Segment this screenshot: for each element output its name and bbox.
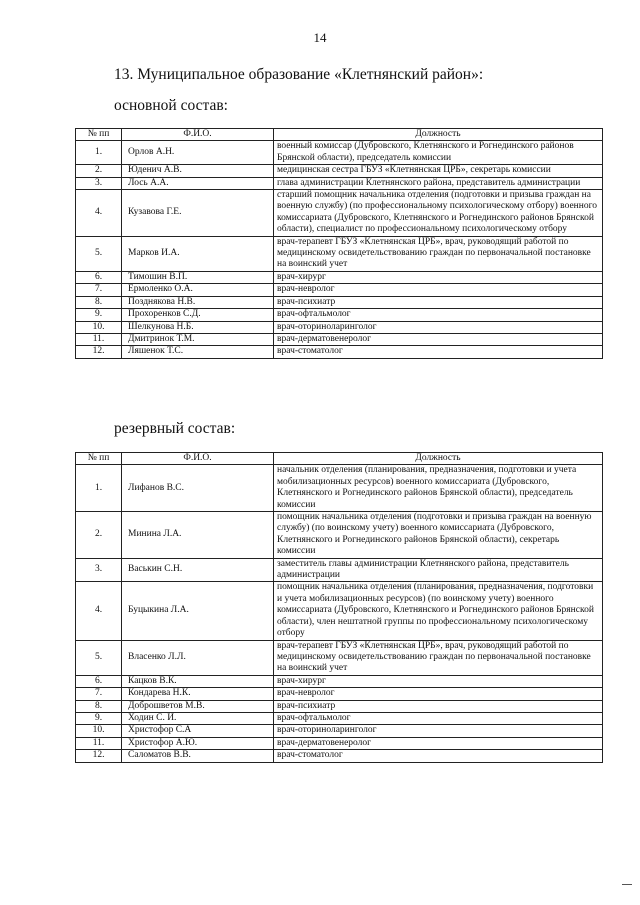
member-name: Кондарева Н.К. [122,688,274,700]
member-name: Лифанов В.С. [122,465,274,512]
table-row [76,737,603,749]
row-number: 12. [76,750,122,762]
table-row [76,284,603,296]
row-number: 2. [76,165,122,177]
column-header-name: Ф.И.О. [122,453,274,465]
table-row [76,640,603,675]
table-row [76,512,603,559]
member-name: Буцыкина Л.А. [122,582,274,640]
table-row [76,750,603,762]
member-name: Кузавова Г.Е. [122,190,274,237]
table-row [76,141,603,165]
reserve-table-body [76,465,603,762]
table-row [76,558,603,582]
member-name: Доброшветов М.В. [122,700,274,712]
table-header-row [76,453,603,465]
member-position: помощник начальника отделения (подготовки и призыва граждан на военную службу) (по воинскому учету) военного комиссариата (Дубровского, Клетнянского и Рогнединского районов Брянской области), секретарь комиссии [274,512,603,559]
member-position: врач-офтальмолог [274,712,603,724]
member-position: врач-психиатр [274,700,603,712]
member-position: старший помощник начальника отделения (подготовки и призыва граждан на военную службу) (по профессиональному психологическому отбору) военного комиссариата (Дубровского, Клетнянского и Рогнединского районов Брянской области), специалист по профессиональному психологическому отбору [274,190,603,237]
member-name: Марков И.А. [122,236,274,271]
main-composition-label: основной состав: [114,97,228,114]
row-number: 9. [76,309,122,321]
row-number: 4. [76,190,122,237]
row-number: 6. [76,675,122,687]
member-name: Власенко Л.Л. [122,640,274,675]
member-position: врач-дерматовенеролог [274,737,603,749]
table-row [76,309,603,321]
column-header-name: Ф.И.О. [122,129,274,141]
table-row [76,725,603,737]
row-number: 12. [76,346,122,358]
row-number: 4. [76,582,122,640]
member-position: заместитель главы администрации Клетнянского района, представитель администрации [274,558,603,582]
section-heading: 13. Муниципальное образование «Клетнянский район»: [114,66,484,83]
table-row [76,582,603,640]
member-position: врач-невролог [274,688,603,700]
member-position: начальник отделения (планирования, предназначения, подготовки и учета мобилизационных ресурсов) военного комиссариата (Дубровского, Клетнянского и Рогнединского районов Брянской области), председатель комиссии [274,465,603,512]
member-name: Христофор С.А [122,725,274,737]
member-name: Шелкунова Н.Б. [122,321,274,333]
member-position: врач-оториноларинголог [274,725,603,737]
column-header-position: Должность [274,129,603,141]
table-row [76,190,603,237]
row-number: 11. [76,333,122,345]
table-row [76,675,603,687]
member-name: Ермоленко О.А. [122,284,274,296]
table-row [76,296,603,308]
row-number: 10. [76,321,122,333]
column-header-position: Должность [274,453,603,465]
column-header-number: № пп [76,453,122,465]
member-name: Тимошин В.П. [122,271,274,283]
row-number: 2. [76,512,122,559]
member-name: Лось А.А. [122,177,274,189]
member-position: врач-психиатр [274,296,603,308]
member-name: Саломатов В.В. [122,750,274,762]
member-position: военный комиссар (Дубровского, Клетнянского и Рогнединского районов Брянской области), председатель комиссии [274,141,603,165]
member-position: врач-хирург [274,271,603,283]
main-table-body [76,141,603,358]
row-number: 3. [76,558,122,582]
table-row [76,346,603,358]
member-position: врач-хирург [274,675,603,687]
member-name: Ходин С. И. [122,712,274,724]
table-row [76,321,603,333]
member-name: Юденич А.В. [122,165,274,177]
table-row [76,465,603,512]
scan-mark [622,884,632,885]
column-header-number: № пп [76,129,122,141]
table-row [76,700,603,712]
member-name: Васькин С.Н. [122,558,274,582]
member-position: врач-стоматолог [274,346,603,358]
table-header-row [76,129,603,141]
member-position: врач-офтальмолог [274,309,603,321]
member-name: Минина Л.А. [122,512,274,559]
row-number: 10. [76,725,122,737]
reserve-composition-table [75,452,603,763]
member-position: врач-терапевт ГБУЗ «Клетнянская ЦРБ», врач, руководящий работой по медицинскому освидетельствованию граждан по первоначальной постановке на воинский учет [274,640,603,675]
table-row [76,165,603,177]
member-name: Орлов А.Н. [122,141,274,165]
table-row [76,712,603,724]
member-position: помощник начальника отделения (планирования, предназначения, подготовки и учета мобилизационных ресурсов) (по воинскому учету) военного комиссариата (Дубровского, Клетнянского и Рогнединского районов Брянской области), член нештатной группы по профессиональному психологическому отбору [274,582,603,640]
member-name: Позднякова Н.В. [122,296,274,308]
row-number: 3. [76,177,122,189]
member-position: врач-оториноларинголог [274,321,603,333]
member-position: врач-дерматовенеролог [274,333,603,345]
table-row [76,177,603,189]
member-position: врач-невролог [274,284,603,296]
row-number: 1. [76,465,122,512]
member-name: Дмитринок Т.М. [122,333,274,345]
member-name: Христофор А.Ю. [122,737,274,749]
member-name: Прохоренков С.Д. [122,309,274,321]
row-number: 7. [76,688,122,700]
row-number: 9. [76,712,122,724]
member-position: врач-стоматолог [274,750,603,762]
table-row [76,236,603,271]
row-number: 5. [76,236,122,271]
member-position: врач-терапевт ГБУЗ «Клетнянская ЦРБ», врач, руководящий работой по медицинскому освидетельствованию граждан по первоначальной постановке на воинский учет [274,236,603,271]
member-name: Кацков В.К. [122,675,274,687]
row-number: 11. [76,737,122,749]
row-number: 8. [76,296,122,308]
table-row [76,271,603,283]
row-number: 1. [76,141,122,165]
member-position: глава администрации Клетнянского района, представитель администрации [274,177,603,189]
row-number: 7. [76,284,122,296]
reserve-composition-label: резервный состав: [114,420,236,437]
row-number: 8. [76,700,122,712]
page-number: 14 [313,30,327,45]
table-row [76,333,603,345]
row-number: 5. [76,640,122,675]
row-number: 6. [76,271,122,283]
table-row [76,688,603,700]
main-composition-table [75,128,603,359]
member-position: медицинская сестра ГБУЗ «Клетнянская ЦРБ», секретарь комиссии [274,165,603,177]
member-name: Ляшенок Т.С. [122,346,274,358]
